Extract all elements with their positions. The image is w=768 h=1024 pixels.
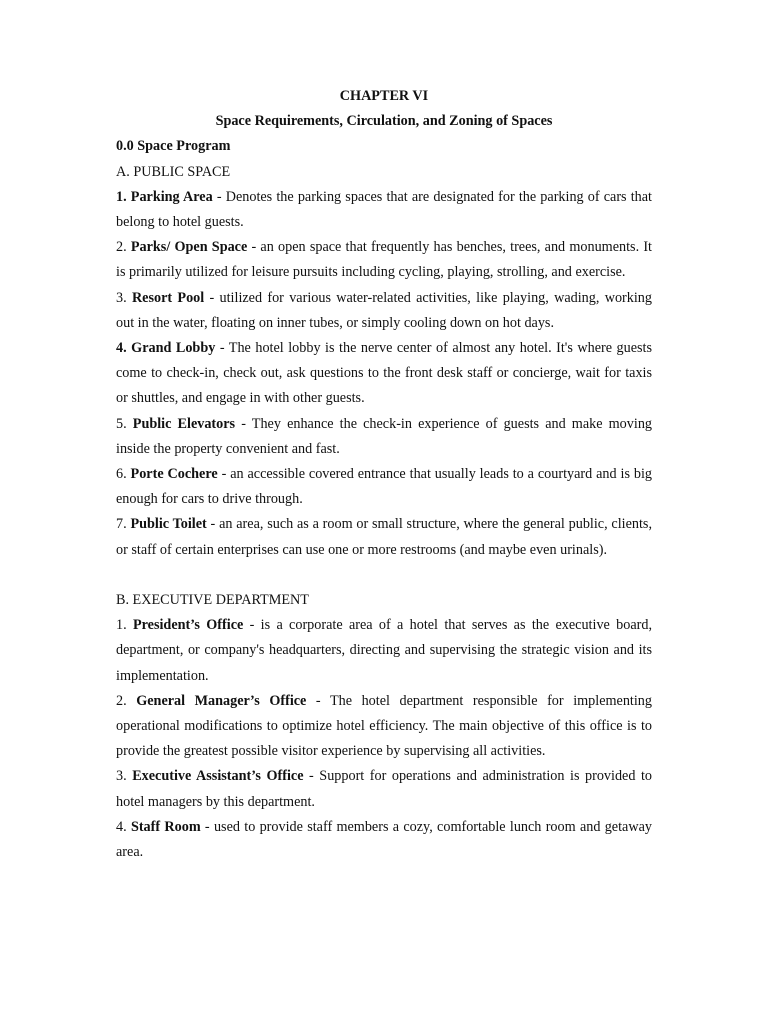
section-a-heading: A. PUBLIC SPACE [116,163,231,180]
list-item [116,613,652,689]
list-item [116,286,652,336]
item-term: Porte Cochere [130,466,218,483]
item-number: 5. [116,415,127,432]
item-number: 1. [116,188,127,205]
list-item [116,412,652,462]
document-page [116,84,652,865]
item-description: - The hotel lobby is the nerve center of almost any hotel. It's where guests come to check-in, check out, ask questions to the front desk staff or concierge, wait for taxis or shuttles, and engage in with other guests. [116,340,653,407]
section-spacer [116,563,652,588]
list-item [116,336,652,412]
item-description: - an open space that frequently has benches, trees, and monuments. It is primarily utilized for leisure pursuits including cycling, playing, strolling, and exercise. [116,239,652,281]
item-number: 2. [116,692,127,709]
item-term: Staff Room [130,818,201,835]
list-item [116,689,652,765]
item-number: 1. [116,617,127,634]
item-number: 3. [116,289,127,306]
item-description: - utilized for various water-related activities, like playing, wading, working out in the water, floating on inner tubes, or simply cooling down on hot days. [116,289,652,331]
chapter-title: CHAPTER VI [339,88,429,104]
item-description: - Denotes the parking spaces that are designated for the parking of cars that belong to hotel guests. [116,188,652,230]
item-number: 4. [116,340,127,356]
item-number: 4. [116,818,127,835]
item-description: - They enhance the check-in experience of guests and make moving inside the property convenient and fast. [116,415,653,457]
list-item [116,185,652,235]
item-term: Parks/ Open Space [130,239,248,256]
item-description: - Support for operations and administration is provided to hotel managers by this department. [116,768,652,810]
item-description: - an accessible covered entrance that usually leads to a courtyard and is big enough for cars to drive through. [116,466,652,508]
item-term: Executive Assistant’s Office [132,768,304,785]
item-term: President’s Office [132,617,244,634]
item-term: Parking Area [130,188,213,205]
item-description: - The hotel department responsible for implementing operational modifications to optimize hotel efficiency. The main objective of this office is to provide the greatest possible visitor experience by supervising all activities. [116,692,652,760]
item-description: - an area, such as a room or small structure, where the general public, clients, or staff of certain enterprises can use one or more restrooms (and maybe even urinals). [116,516,653,558]
item-term: Resort Pool [131,289,205,306]
list-item [116,512,652,562]
item-term: Public Toilet [130,516,207,533]
item-description: - is a corporate area of a hotel that serves as the executive board, department, or company's headquarters, directing and supervising the strategic vision and its implementation. [116,617,652,684]
list-item [116,815,652,865]
item-number: 2. [116,239,127,256]
list-item [116,462,652,512]
item-number: 3. [116,768,127,785]
program-heading: 0.0 Space Program [116,138,231,155]
section-b-heading: B. EXECUTIVE DEPARTMENT [116,592,309,609]
item-term: Grand Lobby [131,340,216,356]
item-term: Public Elevators [132,415,236,432]
item-term: General Manager’s Office [136,692,307,709]
item-number: 6. [116,466,127,483]
list-item [116,235,652,285]
item-description: - used to provide staff members a cozy, comfortable lunch room and getaway area. [116,818,652,861]
list-item [116,764,652,814]
chapter-subtitle: Space Requirements, Circulation, and Zoning of Spaces [215,113,553,130]
item-number: 7. [116,516,127,533]
